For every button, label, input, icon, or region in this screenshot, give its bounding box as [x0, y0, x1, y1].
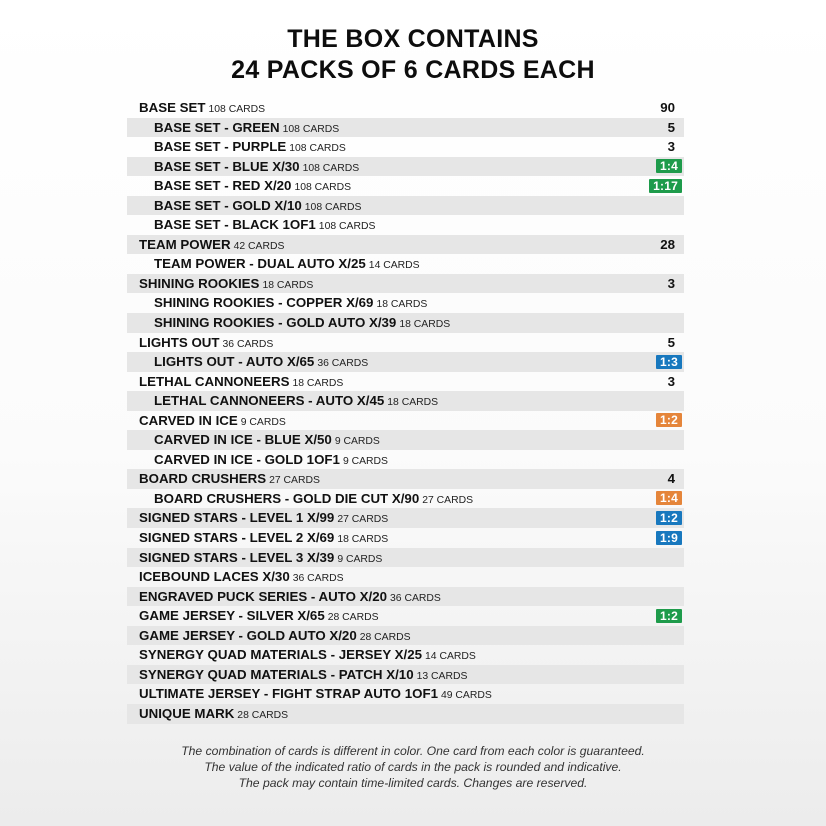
- cards-per-box: 90: [660, 100, 675, 115]
- insert-title: BASE SET - GOLD X/10: [154, 197, 302, 213]
- checklist-row: [127, 176, 684, 196]
- insert-title: LIGHTS OUT: [139, 334, 220, 350]
- insert-title: GAME JERSEY - SILVER X/65: [139, 608, 325, 624]
- card-count: 18 CARDS: [376, 299, 428, 311]
- insert-name: [139, 528, 388, 550]
- card-count: 9 CARDS: [240, 416, 286, 428]
- checklist-row: [127, 196, 684, 216]
- insert-title: SIGNED STARS - LEVEL 2 X/69: [139, 530, 335, 546]
- card-count: 108 CARDS: [294, 182, 352, 194]
- checklist-row: [127, 704, 684, 724]
- cards-per-box: 3: [667, 373, 675, 389]
- insert-title: LIGHTS OUT - AUTO X/65: [154, 354, 315, 370]
- insert-name: [154, 254, 420, 276]
- card-count: 36 CARDS: [292, 573, 344, 585]
- checklist-row: [127, 665, 684, 685]
- odds-badge: 1:2: [656, 609, 682, 623]
- insert-name: [154, 313, 450, 335]
- card-count: 36 CARDS: [317, 358, 369, 370]
- checklist-row: [127, 626, 684, 646]
- insert-name: [154, 176, 351, 198]
- insert-title: ULTIMATE JERSEY - FIGHT STRAP AUTO 1OF1: [139, 686, 438, 702]
- insert-name: [139, 372, 343, 394]
- insert-title: SHINING ROOKIES: [139, 275, 260, 291]
- card-count: 108 CARDS: [282, 123, 340, 135]
- card-count: 14 CARDS: [425, 651, 476, 663]
- heading-line-1: THE BOX CONTAINS: [287, 25, 539, 53]
- card-count: 27 CARDS: [337, 514, 389, 526]
- card-count: 108 CARDS: [208, 104, 266, 115]
- insert-name: [139, 626, 411, 648]
- insert-title: SYNERGY QUAD MATERIALS - PATCH X/10: [139, 666, 414, 682]
- insert-name: [154, 391, 438, 413]
- insert-title: SIGNED STARS - LEVEL 3 X/39: [139, 549, 335, 565]
- checklist-row: [127, 98, 684, 118]
- insert-name: [154, 293, 427, 315]
- insert-name: [139, 469, 320, 491]
- checklist-row: [127, 587, 684, 607]
- insert-title: BOARD CRUSHERS - GOLD DIE CUT X/90: [154, 490, 420, 506]
- odds-badge: 1:3: [656, 355, 682, 369]
- insert-name: [139, 665, 467, 687]
- insert-title: ENGRAVED PUCK SERIES - AUTO X/20: [139, 588, 388, 604]
- cards-per-box: 3: [667, 139, 675, 155]
- insert-title: SYNERGY QUAD MATERIALS - JERSEY X/25: [139, 647, 422, 663]
- insert-name: [154, 215, 375, 237]
- insert-title: BASE SET - BLACK 1OF1: [154, 217, 316, 233]
- checklist-row: [127, 215, 684, 235]
- checklist-row: [127, 645, 684, 665]
- card-count: 108 CARDS: [289, 143, 346, 155]
- checklist-row: [127, 157, 684, 177]
- card-count: 14 CARDS: [368, 260, 420, 272]
- insert-title: UNIQUE MARK: [139, 705, 235, 721]
- checklist-row: [127, 254, 684, 274]
- card-count: 9 CARDS: [334, 436, 380, 448]
- cards-per-box: 4: [667, 471, 675, 487]
- card-count: 9 CARDS: [342, 455, 388, 467]
- insert-name: [139, 98, 265, 120]
- checklist-row: [127, 137, 684, 157]
- checklist-row: [127, 684, 684, 704]
- insert-title: BASE SET - BLUE X/30: [154, 158, 300, 174]
- card-count: 42 CARDS: [233, 240, 285, 252]
- checklist-row: [127, 313, 684, 333]
- card-count: 28 CARDS: [359, 631, 411, 643]
- card-count: 18 CARDS: [337, 534, 389, 546]
- insert-title: CARVED IN ICE - BLUE X/50: [154, 432, 332, 448]
- cards-per-box: 5: [667, 119, 675, 135]
- insert-name: [139, 508, 388, 530]
- card-count: 18 CARDS: [262, 279, 314, 291]
- disclaimer-line-1: The combination of cards is different in color. One card from each color is guaranteed.: [181, 744, 645, 758]
- insert-name: [139, 548, 382, 570]
- card-count: 18 CARDS: [387, 397, 439, 409]
- insert-name: [139, 587, 441, 609]
- checklist-row: [127, 606, 684, 626]
- card-checklist: [127, 98, 684, 724]
- insert-name: [139, 274, 313, 296]
- checklist-row: [127, 489, 684, 509]
- card-count: 27 CARDS: [422, 494, 474, 506]
- insert-name: [139, 411, 286, 433]
- insert-name: [154, 430, 380, 452]
- insert-title: BASE SET: [139, 100, 206, 115]
- card-count: 18 CARDS: [399, 319, 451, 331]
- insert-title: ICEBOUND LACES X/30: [139, 569, 290, 585]
- cards-per-box: 5: [667, 334, 675, 350]
- insert-name: [139, 704, 288, 726]
- insert-title: BASE SET - GREEN: [154, 119, 280, 135]
- cards-per-box: 3: [667, 275, 675, 291]
- card-count: 28 CARDS: [237, 709, 289, 721]
- insert-name: [154, 157, 359, 179]
- card-count: 108 CARDS: [318, 221, 376, 233]
- insert-name: [154, 196, 361, 218]
- odds-badge: 1:2: [656, 413, 682, 427]
- insert-title: TEAM POWER - DUAL AUTO X/25: [154, 256, 366, 272]
- insert-name: [139, 333, 273, 355]
- insert-name: [154, 450, 388, 472]
- checklist-row: [127, 391, 684, 411]
- card-count: 18 CARDS: [292, 377, 344, 389]
- checklist-row: [127, 528, 684, 548]
- insert-name: [139, 645, 476, 667]
- card-count: 49 CARDS: [440, 690, 492, 702]
- checklist-row: [127, 450, 684, 470]
- odds-badge: 1:17: [649, 179, 682, 193]
- insert-name: [154, 118, 339, 140]
- checklist-row: [127, 430, 684, 450]
- insert-title: SIGNED STARS - LEVEL 1 X/99: [139, 510, 335, 526]
- card-count: 27 CARDS: [269, 475, 320, 487]
- insert-name: [139, 235, 284, 257]
- card-count: 9 CARDS: [337, 553, 383, 565]
- card-count: 36 CARDS: [390, 592, 441, 604]
- insert-name: [154, 137, 346, 159]
- insert-title: SHINING ROOKIES - COPPER X/69: [154, 295, 374, 311]
- insert-name: [154, 352, 368, 374]
- insert-name: [154, 489, 473, 511]
- cards-per-box: 28: [660, 236, 675, 252]
- checklist-row: [127, 567, 684, 587]
- insert-name: [139, 567, 344, 589]
- checklist-row: [127, 508, 684, 528]
- card-count: 13 CARDS: [416, 670, 468, 682]
- odds-badge: 1:4: [656, 159, 682, 173]
- insert-title: TEAM POWER: [139, 236, 231, 252]
- insert-title: GAME JERSEY - GOLD AUTO X/20: [139, 627, 357, 643]
- checklist-row: [127, 333, 684, 353]
- insert-name: [139, 606, 379, 628]
- checklist-row: [127, 548, 684, 568]
- disclaimer: [0, 743, 826, 791]
- card-count: 108 CARDS: [304, 201, 362, 213]
- insert-name: [139, 684, 492, 706]
- checklist-row: [127, 469, 684, 489]
- checklist-row: [127, 274, 684, 294]
- heading-line-2: 24 PACKS OF 6 CARDS EACH: [231, 56, 595, 84]
- insert-title: SHINING ROOKIES - GOLD AUTO X/39: [154, 315, 397, 331]
- insert-title: BASE SET - PURPLE: [154, 139, 287, 155]
- checklist-row: [127, 293, 684, 313]
- card-count: 28 CARDS: [327, 612, 379, 624]
- card-count: 108 CARDS: [302, 162, 360, 174]
- insert-title: CARVED IN ICE: [139, 412, 238, 428]
- checklist-row: [127, 235, 684, 255]
- checklist-row: [127, 118, 684, 138]
- disclaimer-line-3: The pack may contain time-limited cards. Changes are reserved.: [238, 776, 588, 790]
- checklist-row: [127, 372, 684, 392]
- odds-badge: 1:4: [656, 491, 682, 505]
- insert-title: BOARD CRUSHERS: [139, 471, 267, 487]
- disclaimer-line-2: The value of the indicated ratio of cards in the pack is rounded and indicative.: [204, 760, 622, 774]
- checklist-row: [127, 411, 684, 431]
- checklist-row: [127, 352, 684, 372]
- card-count: 36 CARDS: [222, 338, 274, 350]
- insert-title: LETHAL CANNONEERS - AUTO X/45: [154, 393, 385, 409]
- insert-title: BASE SET - RED X/20: [154, 178, 292, 194]
- odds-badge: 1:9: [656, 531, 682, 545]
- box-contents-heading: [0, 24, 826, 86]
- odds-badge: 1:2: [656, 511, 682, 525]
- insert-title: LETHAL CANNONEERS: [139, 373, 290, 389]
- insert-title: CARVED IN ICE - GOLD 1OF1: [154, 451, 340, 467]
